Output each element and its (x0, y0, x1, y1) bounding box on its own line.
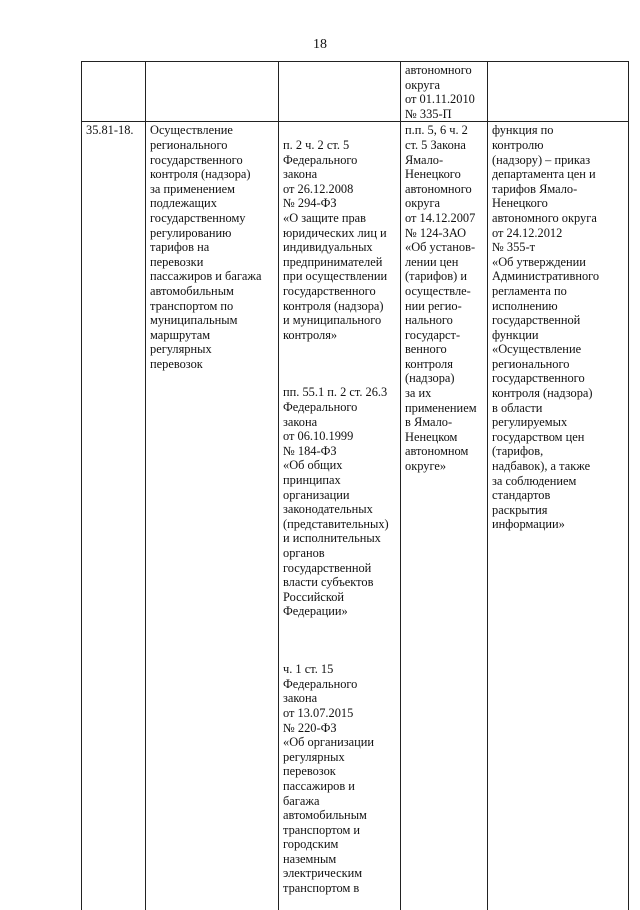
cell-number (82, 62, 146, 122)
table-row-continuation (82, 62, 629, 122)
cell-regional-basis: автономного округа от 01.11.2010 № 335-П (401, 62, 488, 122)
cell-name (146, 62, 279, 122)
federal-basis-item: ч. 1 ст. 15 Федерального закона от 13.07.2015 № 220-ФЗ «Об организации регулярных перевозок пассажиров и багажа автомобильным транспортом и городским наземным электрическим транспортом в (283, 662, 375, 896)
document-table (81, 61, 629, 910)
page-number: 18 (313, 37, 327, 52)
federal-basis-cell (279, 122, 401, 910)
spacer (283, 357, 397, 371)
table-row (82, 122, 629, 910)
cell-regulation (488, 62, 629, 122)
cell-federal-basis (279, 62, 401, 122)
spacer (283, 634, 397, 648)
federal-basis-item: пп. 55.1 п. 2 ст. 26.3 Федерального закона от 06.10.1999 № 184-ФЗ «Об общих принципах организации законодательных (представительных) и исполнительных органов государственной власти субъектов Российской Федерации» (283, 385, 389, 619)
federal-basis-item: п. 2 ч. 2 ст. 5 Федерального закона от 26.12.2008 № 294-ФЗ «О защите прав юридических лиц и индивидуальных предпринимателей при осуществлении государственного контроля (надзора) и муниципального контроля» (283, 137, 388, 342)
row-number: 35.81-18. (82, 122, 146, 910)
regulation-cell: функция по контролю (надзору) – приказ департамента цен и тарифов Ямало- Ненецкого автономного округа от 24.12.2012 № 355-т «Об утверждении Административного регламента по исполнению государственной функции «Осуществление регионального государственного контроля (надзора) в области регулируемых государством цен (тарифов, надбавок), а также за соблюдением стандартов раскрытия информации» (488, 122, 629, 910)
function-name: Осуществление регионального государственного контроля (надзора) за применением подлежащих государственному регулированию тарифов на перевозки пассажиров и багажа автомобильным транспортом по муниципальным маршрутам регулярных перевозок (146, 122, 279, 910)
regional-basis-cell: п.п. 5, 6 ч. 2 ст. 5 Закона Ямало- Ненецкого автономного округа от 14.12.2007 № 124-ЗАО «Об установ- лении цен (тарифов) и осуществле- нии регио- нального государст- венного контроля (надзора) за их применением в Ямало- Ненецком автономном округе» (401, 122, 488, 910)
